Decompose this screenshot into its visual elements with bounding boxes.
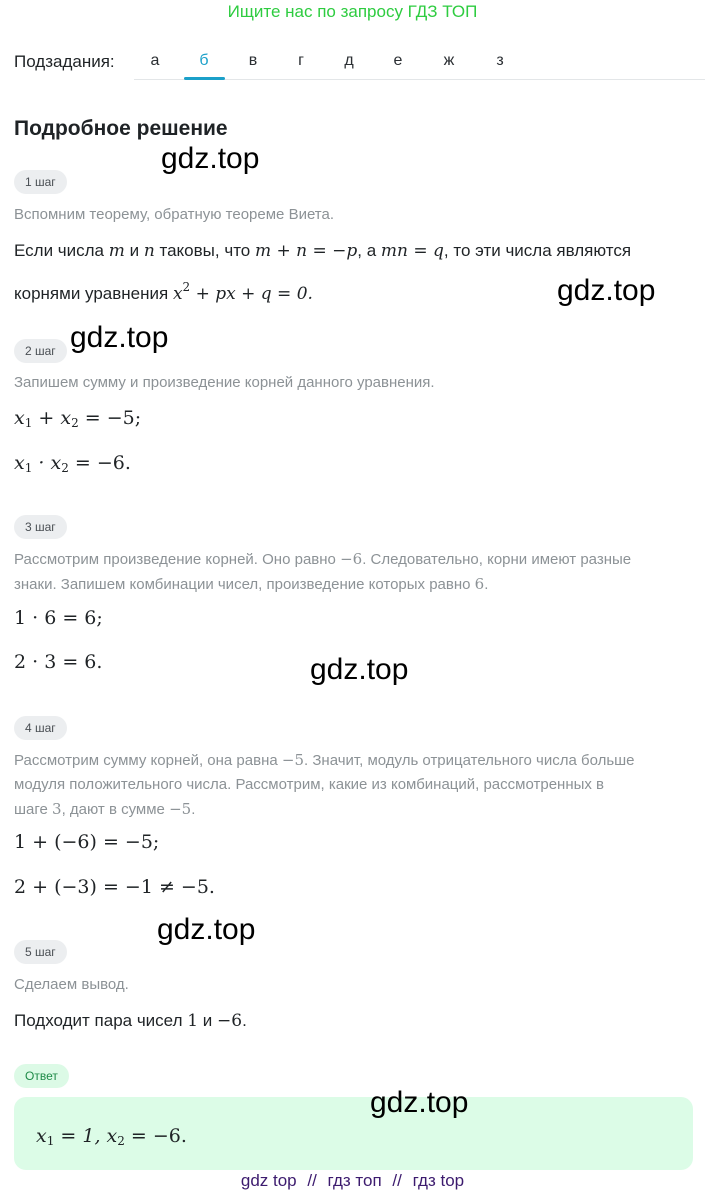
step-4-equation-1: 1 + (−6) = −5; xyxy=(14,831,160,853)
step-3-equation-2: 2 · 3 = 6. xyxy=(14,651,103,673)
step-4-chip: 4 шаг xyxy=(14,716,67,740)
answer-equation: $x_1 = 1$, $x_2 = -6$. xyxy=(36,1125,187,1148)
footer-link-gdz-top[interactable]: gdz top xyxy=(240,1171,297,1190)
watermark: gdz.top xyxy=(70,321,169,354)
tab-e[interactable]: е xyxy=(393,52,403,69)
step-1-intro: Вспомним теорему, обратную теореме Виета. xyxy=(14,206,335,223)
step-3-intro: Рассмотрим произведение корней. Оно равно −6. Следовательно, корни имеют разные знаки. Запишем комбинации чисел, произведение которых равно 6. xyxy=(14,550,632,593)
footer-link-gdz-top-mixed[interactable]: гдз top xyxy=(412,1171,465,1190)
watermark: gdz.top xyxy=(157,913,256,946)
step-3-equation-1: 1 · 6 = 6; xyxy=(14,607,103,629)
step-1-statement: Если числа m и n таковы, что m + n = −p, а mn = q, то эти числа являются корнями уравнения $x^2$ + px + q = 0. xyxy=(14,241,632,304)
step-5-conclusion: Подходит пара чисел 1 и −6. xyxy=(14,1011,247,1031)
search-banner: Ищите нас по запросу ГДЗ ТОП xyxy=(227,2,478,21)
watermark: gdz.top xyxy=(310,653,409,686)
watermark: gdz.top xyxy=(370,1086,469,1119)
step-3-chip: 3 шаг xyxy=(14,515,67,539)
step-2-intro: Запишем сумму и произведение корней данного уравнения. xyxy=(14,374,435,391)
step-1-chip: 1 шаг xyxy=(14,170,67,194)
footer-separator: // xyxy=(307,1171,317,1190)
tab-v[interactable]: в xyxy=(248,52,258,69)
step-2-sum-equation: $x_1 + x_2 = -5$; xyxy=(14,407,142,430)
tab-z[interactable]: з xyxy=(496,52,504,69)
subtasks-label: Подзадания: xyxy=(14,52,115,71)
tab-b[interactable]: б xyxy=(199,52,209,69)
step-5-intro: Сделаем вывод. xyxy=(14,976,129,993)
step-2-product-equation: $x_1 \cdot x_2 = -6$. xyxy=(14,452,131,475)
tab-a[interactable]: а xyxy=(150,52,160,69)
subtasks-nav xyxy=(14,48,694,82)
watermark: gdz.top xyxy=(557,274,656,307)
watermark: gdz.top xyxy=(161,142,260,175)
tab-zh[interactable]: ж xyxy=(443,52,455,69)
step-4-equation-2: 2 + (−3) = −1 ≠ −5. xyxy=(14,876,215,898)
tab-d[interactable]: д xyxy=(344,52,354,69)
step-5-chip: 5 шаг xyxy=(14,940,67,964)
answer-chip: Ответ xyxy=(14,1064,69,1088)
active-tab-underline xyxy=(184,77,225,80)
footer-links xyxy=(0,1171,705,1191)
tab-g[interactable]: г xyxy=(298,52,304,69)
step-4-intro: Рассмотрим сумму корней, она равна −5. Значит, модуль отрицательного числа больше модуля положительного числа. Рассмотрим, какие из комбинаций, рассмотренных в шаге 3, дают в сумме −5. xyxy=(14,751,635,818)
footer-separator: // xyxy=(392,1171,402,1190)
page-title: Подробное решение xyxy=(14,117,228,140)
step-2-chip: 2 шаг xyxy=(14,339,67,363)
footer-link-gdz-top-ru[interactable]: гдз топ xyxy=(327,1171,382,1190)
